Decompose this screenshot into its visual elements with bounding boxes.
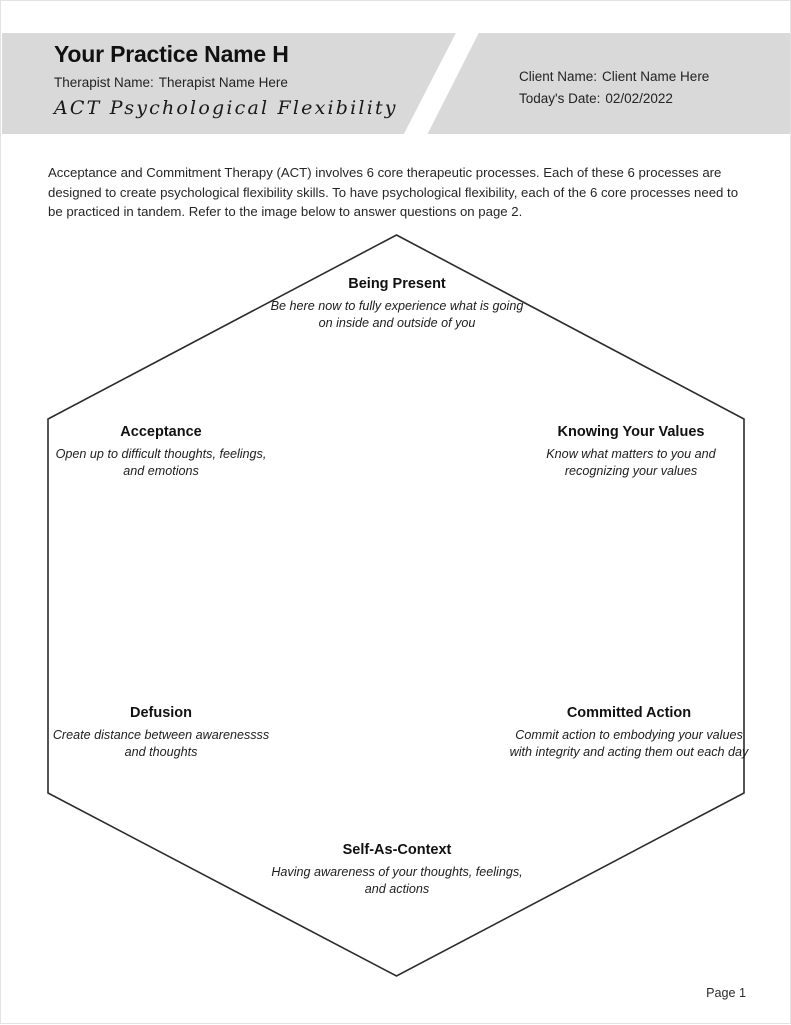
node-defusion (49, 703, 273, 761)
node-knowing-your-values (513, 422, 749, 480)
node-self-as-context (263, 840, 531, 898)
node-committed-action-description: Commit action to embodying your values with integrity and acting them out each day (509, 728, 749, 759)
document-header (2, 33, 790, 134)
todays-date-line (519, 88, 779, 110)
node-being-present-description: Be here now to fully experience what is going on inside and outside of you (270, 299, 524, 330)
node-knowing-your-values-title: Knowing Your Values (557, 424, 705, 440)
node-acceptance-description: Open up to difficult thoughts, feelings, and emotions (55, 447, 267, 478)
document-subtitle: ACT Psychological Flexibility (54, 97, 398, 119)
node-knowing-your-values-description: Know what matters to you and recognizing your values (546, 447, 716, 478)
client-name-line (519, 66, 779, 88)
practice-name: Your Practice Name H (54, 41, 289, 67)
header-left-block (54, 39, 454, 121)
header-right-block (519, 66, 779, 110)
todays-date-value: 02/02/2022 (605, 91, 673, 106)
node-defusion-description: Create distance between awarenessss and thoughts (52, 728, 270, 759)
therapist-name-value: Therapist Name Here (158, 75, 288, 90)
node-being-present-title: Being Present (348, 276, 446, 292)
node-committed-action-title: Committed Action (566, 705, 692, 721)
intro-paragraph: Acceptance and Commitment Therapy (ACT) involves 6 core therapeutic processes. Each of these 6 processes are designed to create psychological flexibility skills. To have psychological flexibility, each of the 6 core processes need to be practiced in tandem. Refer to the image below to answer questions on page 2. (48, 165, 739, 220)
therapist-name-label: Therapist Name: (54, 75, 154, 90)
client-name-value: Client Name Here (602, 69, 710, 84)
node-being-present (269, 274, 525, 332)
node-acceptance-title: Acceptance (120, 424, 202, 440)
node-committed-action (509, 703, 749, 761)
page-number: Page 1 (706, 986, 746, 1000)
node-acceptance (49, 422, 273, 480)
todays-date-label: Today's Date: (519, 91, 601, 106)
node-self-as-context-title: Self-As-Context (342, 842, 452, 858)
node-self-as-context-description: Having awareness of your thoughts, feelings, and actions (271, 865, 523, 896)
node-defusion-title: Defusion (129, 705, 193, 721)
client-name-label: Client Name: (519, 69, 598, 84)
therapist-name-line (54, 73, 454, 93)
